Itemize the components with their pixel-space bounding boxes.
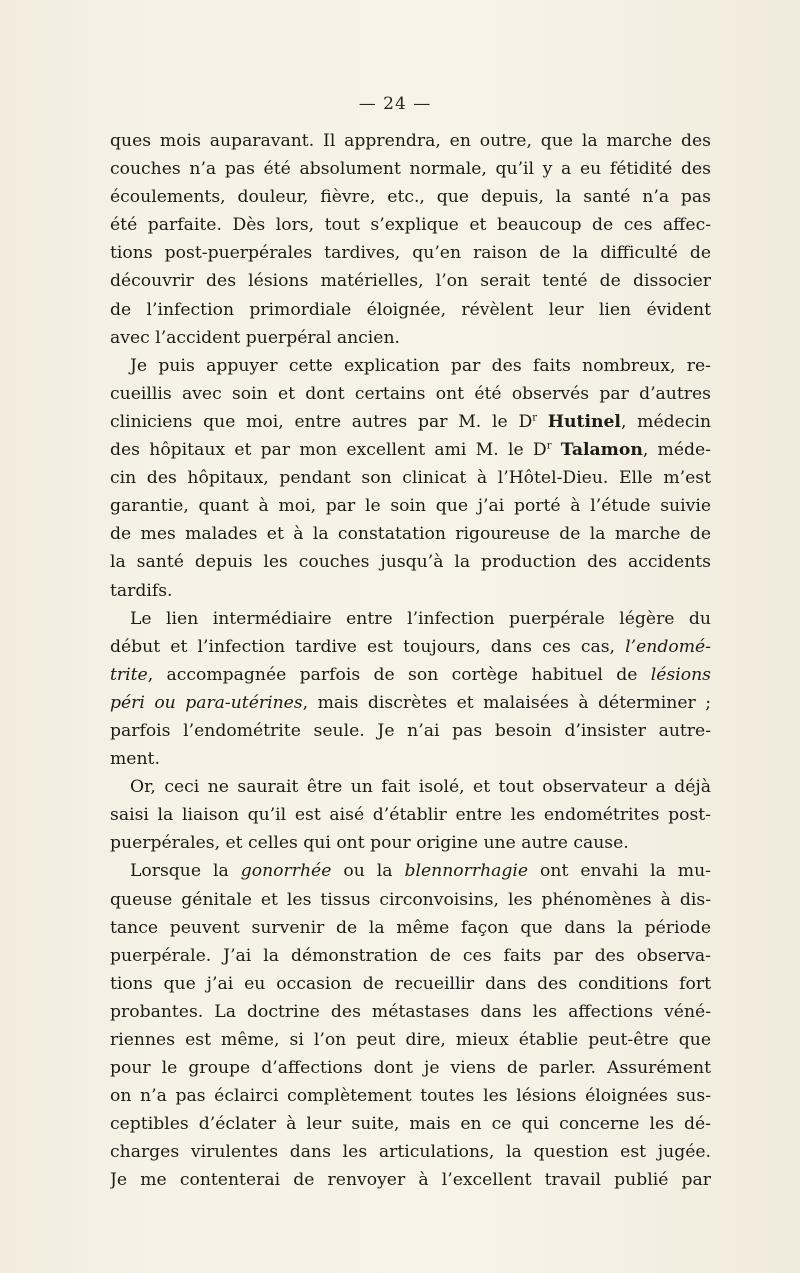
text-line	[110, 464, 711, 492]
text-line	[110, 801, 711, 829]
text-run: couches n’a pas été absolument normale, qu’il y a eu fétidité des	[110, 159, 711, 180]
text-run: , médecin	[620, 411, 711, 432]
text-run: de mes malades et à la constatation rigoureuse de la marche de	[110, 524, 711, 545]
text-line	[110, 633, 711, 661]
text-line	[110, 689, 711, 717]
italic-term: gonorrhée	[240, 861, 332, 882]
text-run: , accompagnée parfois de son cortège habituel de	[147, 664, 651, 685]
text-run: queuse génitale et les tissus circonvoisins, les phénomènes à dis-	[110, 889, 711, 910]
text-run: Je puis appuyer cette explication par des faits nombreux, re-	[130, 355, 711, 376]
text-line	[110, 183, 711, 211]
text-line	[110, 492, 711, 520]
text-run: , méde-	[642, 440, 711, 461]
italic-term: trite	[110, 664, 148, 685]
text-line	[110, 155, 711, 183]
text-line	[110, 548, 711, 576]
text-line	[110, 745, 711, 773]
text-line	[110, 829, 711, 857]
text-line	[110, 886, 711, 914]
text-line	[110, 127, 711, 155]
text-run: Or, ceci ne saurait être un fait isolé, et tout observateur a déjà	[130, 777, 711, 798]
italic-term: lésions	[650, 664, 711, 685]
text-run: écoulements, douleur, fièvre, etc., que depuis, la santé n’a pas	[110, 187, 711, 208]
text-run: cin des hôpitaux, pendant son clinicat à l’Hôtel-Dieu. Elle m’est	[110, 468, 711, 489]
text-run: on n’a pas éclairci complètement toutes les lésions éloignées sus-	[110, 1086, 711, 1107]
text-line	[110, 380, 711, 408]
text-run: début et l’infection tardive est toujours, dans ces cas,	[110, 636, 626, 657]
text-run: la santé depuis les couches jusqu’à la production des accidents	[110, 552, 711, 573]
text-run: tions post-puerpérales tardives, qu’en raison de la difficulté de	[110, 243, 711, 264]
text-run: Lorsque la	[130, 861, 241, 882]
text-run	[537, 412, 548, 432]
text-line	[110, 717, 711, 745]
superscript: r	[546, 440, 552, 452]
text-line	[110, 520, 711, 548]
text-line	[110, 942, 711, 970]
text-run: ment.	[110, 749, 160, 770]
text-line	[110, 857, 711, 885]
text-line	[110, 1166, 711, 1194]
text-run: , mais discrètes et malaisées à déterminer ;	[302, 692, 711, 713]
text-line	[110, 605, 711, 633]
text-run: avec l’accident puerpéral ancien.	[110, 327, 400, 348]
text-run: charges virulentes dans les articulations, la question est jugée.	[110, 1142, 711, 1163]
text-line	[110, 661, 711, 689]
text-line	[110, 211, 711, 239]
italic-term: blennorrhagie	[404, 861, 529, 882]
text-run: cliniciens que moi, entre autres par M. le D	[110, 411, 533, 432]
body-text	[110, 127, 711, 1195]
text-line	[110, 998, 711, 1026]
text-run: pour le groupe d’affections dont je viens de parler. Assurément	[110, 1058, 711, 1079]
text-run: ou la	[331, 861, 405, 882]
text-line	[110, 1082, 711, 1110]
superscript: r	[532, 412, 538, 424]
italic-term: péri ou para-utérines	[110, 692, 303, 713]
text-run: cueillis avec soin et dont certains ont été observés par d’autres	[110, 383, 711, 404]
text-line	[110, 436, 711, 464]
text-run: tions que j’ai eu occasion de recueillir dans des conditions fort	[110, 973, 711, 994]
text-line	[110, 1138, 711, 1166]
text-run: Le lien intermédiaire entre l’infection puerpérale légère du	[130, 608, 711, 629]
text-run: ceptibles d’éclater à leur suite, mais en ce qui concerne les dé-	[110, 1114, 711, 1135]
text-line	[110, 914, 711, 942]
text-run: été parfaite. Dès lors, tout s’explique et beaucoup de ces affec-	[110, 215, 711, 236]
text-line	[110, 324, 711, 352]
page-number: — 24 —	[358, 94, 432, 114]
text-run	[551, 440, 560, 460]
text-run: puerpérale. J’ai la démonstration de ces faits par des observa-	[110, 945, 711, 966]
text-line	[110, 970, 711, 998]
text-line	[110, 267, 711, 295]
text-run: saisi la liaison qu’il est aisé d’établir entre les endométrites post-	[110, 805, 711, 826]
text-run: ont envahi la mu-	[528, 861, 711, 882]
text-line	[110, 352, 711, 380]
text-line	[110, 408, 711, 436]
text-run: tardifs.	[110, 580, 173, 601]
bold-name: Hutinel	[547, 411, 621, 432]
text-run: garantie, quant à moi, par le soin que j’ai porté à l’étude suivie	[110, 496, 711, 517]
text-run: parfois l’endométrite seule. Je n’ai pas besoin d’insister autre-	[110, 720, 711, 741]
text-run: de l’infection primordiale éloignée, révèlent leur lien évident	[110, 299, 711, 320]
text-line	[110, 1054, 711, 1082]
text-run: riennes est même, si l’on peut dire, mieux établie peut-être que	[110, 1030, 711, 1050]
text-run: découvrir des lésions matérielles, l’on serait tenté de dissocier	[110, 271, 711, 292]
text-run: Je me contenterai de renvoyer à l’excellent travail publié par	[110, 1170, 711, 1191]
text-line	[110, 1026, 711, 1054]
text-line	[110, 773, 711, 801]
italic-term: l’endomé-	[625, 636, 711, 657]
bold-name: Talamon	[560, 440, 643, 461]
text-run: des hôpitaux et par mon excellent ami M. le D	[110, 440, 547, 461]
text-run: tance peuvent survenir de la même façon que dans la période	[110, 917, 711, 938]
text-line	[110, 577, 711, 605]
text-line	[110, 296, 711, 324]
text-run: probantes. La doctrine des métastases dans les affections véné-	[110, 1001, 711, 1022]
text-line	[110, 1110, 711, 1138]
text-run: ques mois auparavant. Il apprendra, en outre, que la marche des	[110, 131, 711, 151]
text-run: puerpérales, et celles qui ont pour origine une autre cause.	[110, 833, 629, 854]
text-line	[110, 239, 711, 267]
